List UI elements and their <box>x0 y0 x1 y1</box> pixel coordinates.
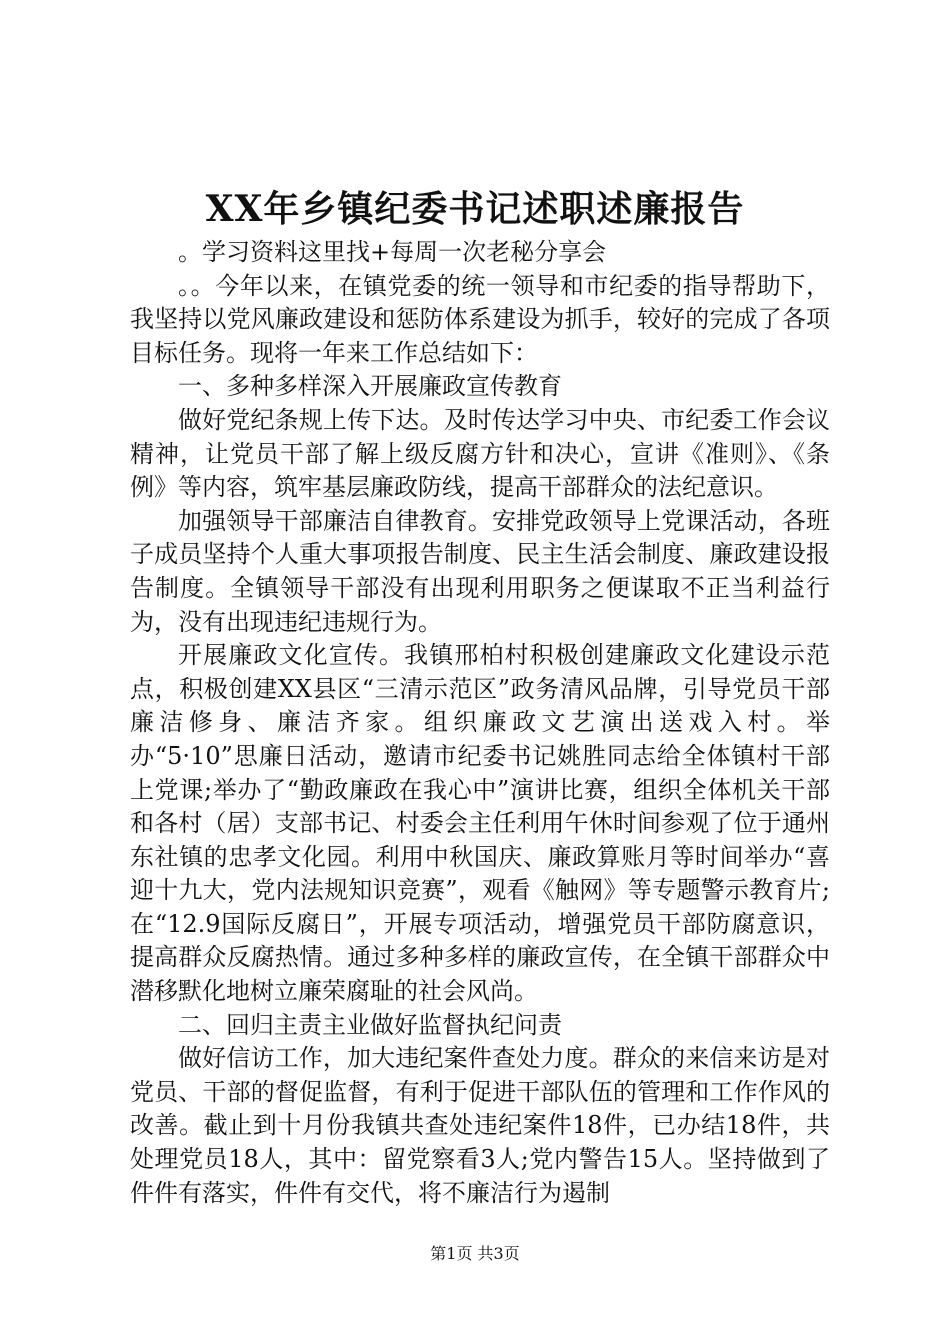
section-heading-2: 二、回归主责主业做好监督执纪问责 <box>178 1010 562 1039</box>
document-body <box>130 236 830 1210</box>
paragraph-culture-promotion: 开展廉政文化宣传。我镇邢柏村积极创建廉政文化建设示范点，积极创建XX县区“三清示范区”政务清风品牌，引导党员干部廉洁修身、廉洁齐家。组织廉政文艺演出送戏入村。举办“5·10”思廉日活动，邀请市纪委书记姚胜同志给全体镇村干部上党课;举办了“勤政廉政在我心中”演讲比赛，组织全体机关干部和各村（居）支部书记、村委会主任利用午休时间参观了位于通州东社镇的忠孝文化园。利用中秋国庆、廉政算账月等时间举办“喜迎十九大，党内法规知识竞赛”，观看《触网》等专题警示教育片;在“12.9国际反腐日”，开展专项活动，增强党员干部防腐意识，提高群众反腐热情。通过多种多样的廉政宣传，在全镇干部群众中潜移默化地树立廉荣腐耻的社会风尚。 <box>130 641 830 1006</box>
paragraph-party-rules: 做好党纪条规上传下达。及时传达学习中央、市纪委工作会议精神，让党员干部了解上级反腐方针和决心，宣讲《准则》、《条例》等内容，筑牢基层廉政防线，提高干部群众的法纪意识。 <box>130 405 830 502</box>
paragraph-petition-work: 做好信访工作，加大违纪案件查处力度。群众的来信来访是对党员、干部的督促监督，有利于促进干部队伍的管理和工作作风的改善。截止到十月份我镇共查处违纪案件18件，已办结18件，共处理党员18人，其中：留党察看3人;党内警告15人。坚持做到了件件有落实，件件有交代，将不廉洁行为遏制 <box>130 1044 830 1207</box>
paragraph-opening: 。。今年以来，在镇党委的统一领导和市纪委的指导帮助下，我坚持以党风廉政建设和惩防体系建设为抓手，较好的完成了各项目标任务。现将一年来工作总结如下： <box>130 271 830 367</box>
document-title: XX年乡镇纪委书记述职述廉报告 <box>205 188 745 230</box>
page-footer: 第1页 共3页 <box>430 1244 520 1263</box>
section-heading-1: 一、多种多样深入开展廉政宣传教育 <box>178 372 562 401</box>
paragraph-leader-discipline: 加强领导干部廉洁自律教育。安排党政领导上党课活动，各班子成员坚持个人重大事项报告制度、民主生活会制度、廉政建设报告制度。全镇领导干部没有出现利用职务之便谋取不正当利益行为，没有出现违纪违规行为。 <box>130 506 830 636</box>
paragraph-intro-note: 。学习资料这里找+每周一次老秘分享会 <box>178 238 607 266</box>
